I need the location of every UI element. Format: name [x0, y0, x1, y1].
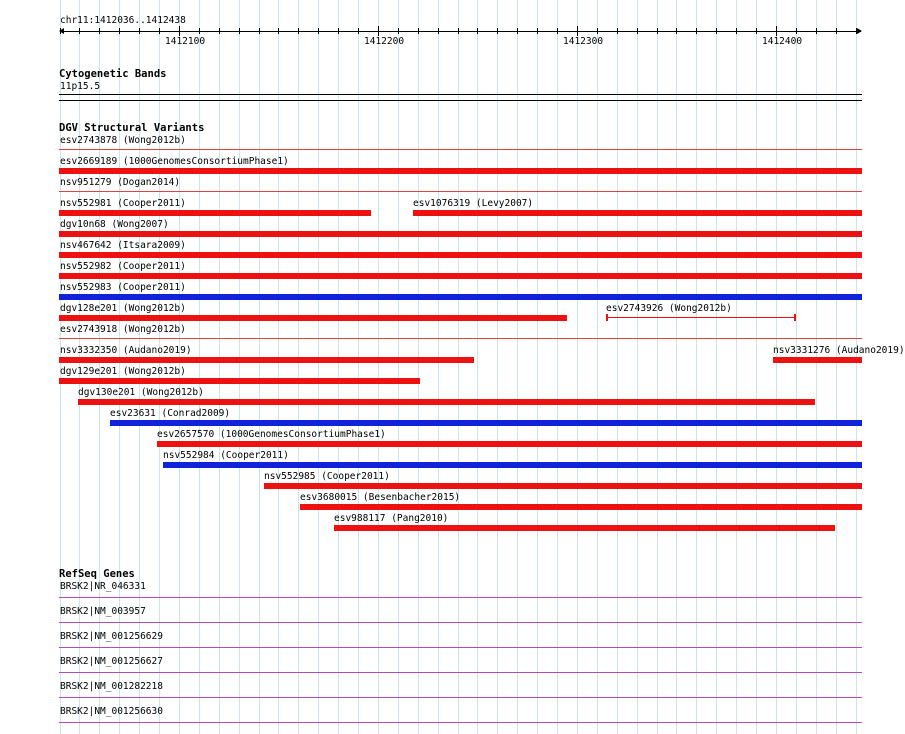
ruler-right-arrow [857, 28, 862, 34]
ruler-tick [756, 28, 757, 34]
ruler-tick [597, 28, 598, 34]
variant-bar-loss[interactable] [413, 210, 862, 216]
dgv-track-title: DGV Structural Variants [59, 122, 205, 134]
ruler-tick [358, 28, 359, 34]
ruler-tick [259, 28, 260, 34]
variant-bar-gain[interactable] [59, 294, 862, 300]
ruler-tick [79, 28, 80, 34]
ruler-tick [418, 28, 419, 34]
ruler-tick [139, 28, 140, 34]
grid-line [537, 0, 538, 734]
variant-bar-loss[interactable] [59, 168, 862, 174]
variant-label: esv2743926 (Wong2012b) [606, 303, 732, 314]
gene-label: BRSK2|NM_001282218 [60, 681, 163, 692]
grid-line [557, 0, 558, 734]
grid-line [756, 0, 757, 734]
variant-bar-loss[interactable] [59, 273, 862, 279]
refseq-track-title: RefSeq Genes [59, 568, 135, 580]
gene-model[interactable] [59, 597, 862, 598]
ruler-tick [856, 28, 857, 34]
ruler-tick [836, 28, 837, 34]
cytoband-track-title: Cytogenetic Bands [59, 68, 167, 80]
variant-label: esv23631 (Conrad2009) [110, 408, 231, 419]
cytoband-bar-top[interactable] [59, 94, 862, 95]
ruler-tick [318, 28, 319, 34]
variant-label: esv3680015 (Besenbacher2015) [300, 492, 461, 503]
ruler-tick-label: 1412300 [563, 36, 604, 47]
row-separator [59, 338, 862, 339]
variant-bar-loss-thin[interactable] [606, 317, 796, 318]
ruler-tick [577, 26, 578, 36]
variant-label: nsv552984 (Cooper2011) [163, 450, 289, 461]
variant-bar-loss[interactable] [264, 483, 862, 489]
variant-label: dgv130e201 (Wong2012b) [78, 387, 204, 398]
variant-label: nsv552981 (Cooper2011) [60, 198, 186, 209]
gene-model[interactable] [59, 697, 862, 698]
cytoband-bar-bottom [59, 100, 862, 101]
ruler-tick-label: 1412200 [364, 36, 405, 47]
grid-line [617, 0, 618, 734]
variant-label: nsv552983 (Cooper2011) [60, 282, 186, 293]
variant-bar-loss-thin[interactable] [59, 191, 862, 192]
ruler-axis [61, 31, 861, 32]
grid-line [736, 0, 737, 734]
grid-line [398, 0, 399, 734]
ruler-tick [398, 28, 399, 34]
variant-label: nsv3332350 (Audano2019) [60, 345, 192, 356]
grid-line [836, 0, 837, 734]
ruler-tick-label: 1412400 [762, 36, 803, 47]
ruler-tick [696, 28, 697, 34]
ruler-tick [239, 28, 240, 34]
variant-bar-loss[interactable] [78, 399, 815, 405]
grid-line [856, 0, 857, 734]
grid-line [278, 0, 279, 734]
grid-line [597, 0, 598, 734]
variant-end-tick [606, 314, 608, 321]
ruler-tick [557, 28, 558, 34]
ruler-tick [497, 28, 498, 34]
variant-bar-loss[interactable] [773, 357, 862, 363]
variant-bar-loss[interactable] [157, 441, 862, 447]
grid-line [657, 0, 658, 734]
grid-line [418, 0, 419, 734]
grid-line [438, 0, 439, 734]
variant-bar-loss[interactable] [59, 315, 567, 321]
grid-line [298, 0, 299, 734]
row-separator [59, 149, 862, 150]
grid-line [259, 0, 260, 734]
ruler-tick [179, 26, 180, 36]
gene-label: BRSK2|NM_001256627 [60, 656, 163, 667]
ruler-tick [637, 28, 638, 34]
ruler-tick [298, 28, 299, 34]
grid-line [458, 0, 459, 734]
ruler-tick [537, 28, 538, 34]
grid-line [477, 0, 478, 734]
ruler-tick [657, 28, 658, 34]
ruler-tick [338, 28, 339, 34]
grid-line [517, 0, 518, 734]
variant-bar-loss[interactable] [59, 252, 862, 258]
variant-bar-gain[interactable] [163, 462, 862, 468]
ruler-tick [816, 28, 817, 34]
gene-model[interactable] [59, 622, 862, 623]
grid-line [716, 0, 717, 734]
ruler-tick [796, 28, 797, 34]
ruler-tick [60, 28, 61, 34]
variant-bar-loss[interactable] [334, 525, 835, 531]
variant-bar-loss[interactable] [59, 210, 371, 216]
ruler-tick [676, 28, 677, 34]
grid-line [219, 0, 220, 734]
variant-label: nsv3331276 (Audano2019) [773, 345, 905, 356]
variant-bar-gain[interactable] [110, 420, 862, 426]
variant-bar-loss[interactable] [300, 504, 862, 510]
grid-line [358, 0, 359, 734]
ruler-tick [219, 28, 220, 34]
ruler-tick [278, 28, 279, 34]
grid-line [497, 0, 498, 734]
variant-bar-loss[interactable] [59, 231, 862, 237]
variant-label: esv2743918 (Wong2012b) [60, 324, 186, 335]
ruler-tick [517, 28, 518, 34]
grid-line [816, 0, 817, 734]
ruler-tick [716, 28, 717, 34]
gene-label: BRSK2|NM_001256629 [60, 631, 163, 642]
variant-label: esv1076319 (Levy2007) [413, 198, 534, 209]
ruler-tick [378, 26, 379, 36]
variant-bar-loss[interactable] [59, 357, 474, 363]
ruler-tick [159, 28, 160, 34]
variant-bar-loss[interactable] [59, 378, 420, 384]
variant-end-tick [794, 314, 796, 321]
ruler-tick [458, 28, 459, 34]
variant-label: nsv552982 (Cooper2011) [60, 261, 186, 272]
gene-label: BRSK2|NR_046331 [60, 581, 146, 592]
ruler-tick [776, 26, 777, 36]
ruler-tick [736, 28, 737, 34]
grid-line [676, 0, 677, 734]
ruler-tick [199, 28, 200, 34]
gene-label: BRSK2|NM_001256630 [60, 706, 163, 717]
gene-model[interactable] [59, 647, 862, 648]
variant-label: dgv10n68 (Wong2007) [60, 219, 169, 230]
ruler-tick [617, 28, 618, 34]
variant-label: dgv128e201 (Wong2012b) [60, 303, 186, 314]
grid-line [577, 0, 578, 734]
grid-line [318, 0, 319, 734]
variant-label: esv2743878 (Wong2012b) [60, 135, 186, 146]
grid-line [378, 0, 379, 734]
variant-label: esv988117 (Pang2010) [334, 513, 449, 524]
gene-model[interactable] [59, 672, 862, 673]
gene-model[interactable] [59, 722, 862, 723]
variant-label: esv2657570 (1000GenomesConsortiumPhase1) [157, 429, 386, 440]
variant-label: esv2669189 (1000GenomesConsortiumPhase1) [60, 156, 289, 167]
grid-line [696, 0, 697, 734]
variant-label: dgv129e201 (Wong2012b) [60, 366, 186, 377]
region-label: chr11:1412036..1412438 [60, 15, 186, 26]
variant-label: nsv951279 (Dogan2014) [60, 177, 181, 188]
grid-line [637, 0, 638, 734]
ruler-tick-label: 1412100 [165, 36, 206, 47]
ruler-tick [119, 28, 120, 34]
variant-label: nsv467642 (Itsara2009) [60, 240, 186, 251]
ruler-tick [99, 28, 100, 34]
ruler-tick [438, 28, 439, 34]
gene-label: BRSK2|NM_003957 [60, 606, 146, 617]
variant-label: nsv552985 (Cooper2011) [264, 471, 390, 482]
grid-line [199, 0, 200, 734]
grid-line [796, 0, 797, 734]
grid-line [776, 0, 777, 734]
grid-line [338, 0, 339, 734]
ruler-tick [477, 28, 478, 34]
cytoband-label: 11p15.5 [60, 81, 101, 92]
grid-line [239, 0, 240, 734]
